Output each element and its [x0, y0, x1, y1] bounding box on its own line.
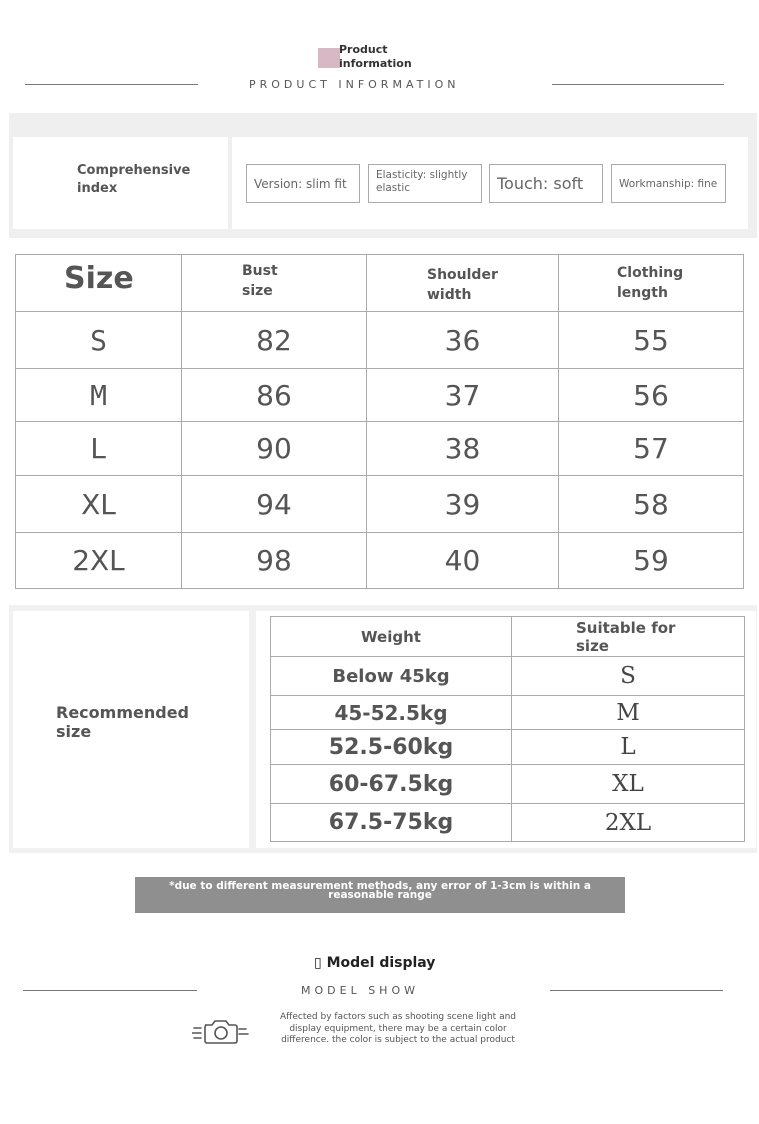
header-shoulder: Shoulder width [367, 255, 559, 312]
header-weight: Weight [271, 617, 512, 657]
suitable-size-cell: M [512, 696, 745, 730]
length-cell: 55 [559, 312, 744, 369]
bust-cell: 82 [182, 312, 367, 369]
header-color-swatch [318, 48, 340, 68]
weight-cell: 67.5-75kg [271, 804, 512, 842]
recommended-header-row [271, 617, 745, 657]
recommended-label: Recommended size [56, 703, 189, 741]
tag-workmanship: Workmanship: fine [611, 164, 726, 203]
suitable-size-cell: S [512, 657, 745, 696]
length-cell: 56 [559, 369, 744, 422]
length-cell: 58 [559, 476, 744, 533]
tag-elasticity: Elasticity: slightly elastic [368, 164, 482, 203]
suitable-size-cell: L [512, 730, 745, 765]
weight-cell: Below 45kg [271, 657, 512, 696]
suitable-size-cell: XL [512, 765, 745, 804]
size-cell: M [16, 369, 182, 422]
model-subtitle: MODEL SHOW [301, 984, 419, 997]
weight-cell: 52.5-60kg [271, 730, 512, 765]
table-row [16, 476, 744, 533]
color-disclaimer: Affected by factors such as shooting scene light and display equipment, there may be a certain color difference. the color is subject to the actual product [280, 1012, 516, 1045]
bust-cell: 98 [182, 533, 367, 589]
shoulder-cell: 39 [367, 476, 559, 533]
camera-icon [192, 1017, 250, 1047]
comprehensive-label: Comprehensive index [77, 163, 191, 196]
length-cell: 57 [559, 422, 744, 476]
table-row [16, 369, 744, 422]
weight-cell: 45-52.5kg [271, 696, 512, 730]
header-title: Product information [339, 43, 412, 70]
tag-version: Version: slim fit [246, 164, 360, 203]
model-left-line [23, 990, 197, 991]
bust-cell: 90 [182, 422, 367, 476]
table-row [16, 422, 744, 476]
header-size: Size [16, 255, 182, 312]
table-row [271, 804, 745, 842]
size-cell: 2XL [16, 533, 182, 589]
shoulder-cell: 38 [367, 422, 559, 476]
table-row [271, 696, 745, 730]
size-table-header-row [16, 255, 744, 312]
table-row [271, 657, 745, 696]
shoulder-cell: 36 [367, 312, 559, 369]
header-length: Clothing length [559, 255, 744, 312]
shoulder-cell: 37 [367, 369, 559, 422]
length-cell: 59 [559, 533, 744, 589]
recommended-table [270, 616, 745, 842]
weight-cell: 60-67.5kg [271, 765, 512, 804]
size-cell: S [16, 312, 182, 369]
size-table [15, 254, 744, 589]
header-suitable-size: Suitable for size [512, 617, 745, 657]
model-right-line [550, 990, 723, 991]
suitable-size-cell: 2XL [512, 804, 745, 842]
measurement-note: *due to different measurement methods, any error of 1-3cm is within a reasonable range [135, 877, 625, 913]
size-cell: L [16, 422, 182, 476]
tag-touch: Touch: soft [489, 164, 603, 203]
bust-cell: 86 [182, 369, 367, 422]
table-row [16, 533, 744, 589]
header-left-line [25, 84, 198, 85]
model-display-title: ▯ Model display [314, 955, 436, 971]
bust-cell: 94 [182, 476, 367, 533]
shoulder-cell: 40 [367, 533, 559, 589]
header-subtitle: PRODUCT INFORMATION [249, 78, 460, 91]
size-cell: XL [16, 476, 182, 533]
header-bust: Bust size [182, 255, 367, 312]
table-row [271, 730, 745, 765]
table-row [271, 765, 745, 804]
table-row [16, 312, 744, 369]
header-right-line [552, 84, 724, 85]
